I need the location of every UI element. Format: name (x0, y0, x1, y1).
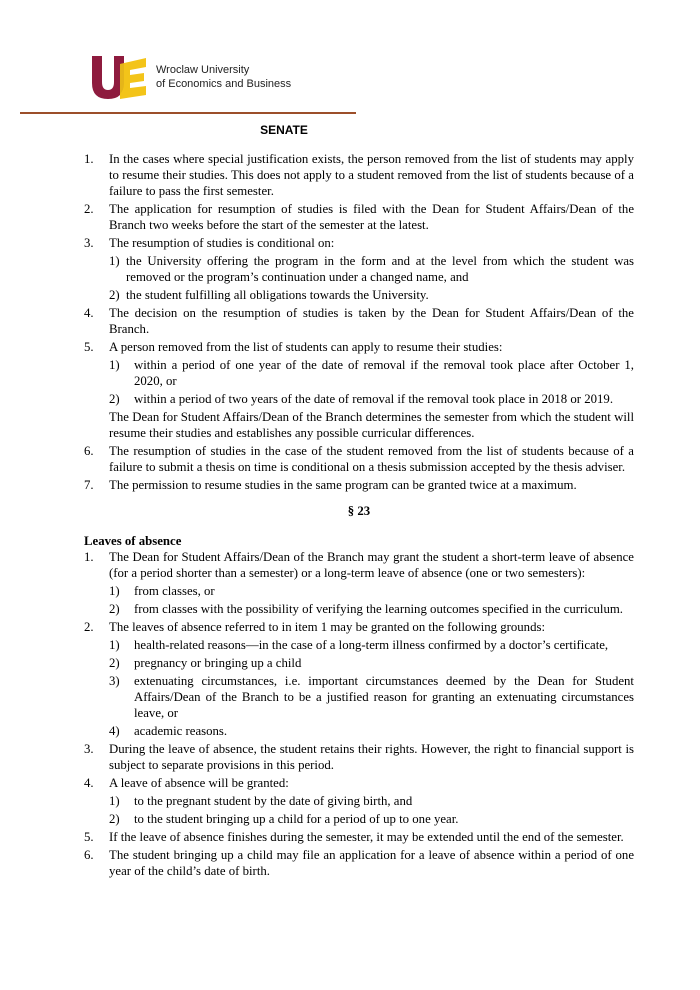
item-number: 3. (84, 742, 94, 756)
sub-item-text: to the pregnant student by the date of giving birth, and (134, 794, 413, 808)
sub-item (109, 811, 634, 827)
list-item (84, 235, 634, 303)
sub-item-text: health-related reasons—in the case of a long-term illness confirmed by a doctor’s certificate, (134, 638, 609, 652)
item-number: 6. (84, 848, 94, 862)
sub-item-text: from classes with the possibility of verifying the learning outcomes specified in the curriculum. (134, 602, 624, 616)
item-text: A person removed from the list of students can apply to resume their studies: (109, 340, 503, 354)
leaves-list (84, 549, 634, 879)
list-item (84, 775, 634, 827)
item-text: A leave of absence will be granted: (109, 776, 289, 790)
sub-item-number: 2) (109, 812, 120, 826)
item-number: 1. (84, 152, 94, 166)
list-item (84, 151, 634, 199)
sub-item (109, 253, 634, 285)
sub-item (109, 357, 634, 389)
item-text: During the leave of absence, the student retains their rights. However, the right to financial support is subject to separate provisions in this period. (109, 742, 634, 772)
item-text: The Dean for Student Affairs/Dean of the Branch may grant the student a short-term leave of absence (for a period shorter than a semester) or a long-term leave of absence (one or two semesters): (109, 550, 634, 580)
university-name (156, 63, 291, 91)
item-text: The application for resumption of studies is filed with the Dean for Student Affairs/Dean of the Branch two weeks before the start of the semester at the latest. (109, 202, 634, 232)
sub-item (109, 391, 634, 407)
sub-item-number: 1) (109, 254, 120, 268)
item-number: 5. (84, 830, 94, 844)
list-item (84, 477, 634, 493)
list-item (84, 443, 634, 475)
sub-item (109, 793, 634, 809)
item-text: The resumption of studies in the case of the student removed from the list of students because of a failure to submit a thesis on time is conditional on a thesis submission accepted by the thesis adviser. (109, 444, 634, 474)
item-number: 4. (84, 306, 94, 320)
section-number: § 23 (347, 504, 371, 518)
list-item (84, 829, 634, 845)
item-text: If the leave of absence finishes during the semester, it may be extended until the end of the semester. (109, 830, 624, 844)
item-number: 7. (84, 478, 94, 492)
sub-list (109, 357, 634, 407)
list-item (84, 339, 634, 441)
university-logo-icon (90, 54, 148, 100)
list-item (84, 741, 634, 773)
sub-item-text: pregnancy or bringing up a child (134, 656, 302, 670)
item-text: In the cases where special justification exists, the person removed from the list of students may apply to resume their studies. This does not apply to a student removed from the list of students because of a failure to pass the first semester. (109, 152, 634, 198)
sub-item-number: 2) (109, 602, 120, 616)
university-name-line1: Wroclaw University (156, 64, 250, 76)
item-text: The resumption of studies is conditional on: (109, 236, 335, 250)
sub-item (109, 673, 634, 721)
sub-list (109, 583, 634, 617)
sub-item-text: to the student bringing up a child for a period of up to one year. (134, 812, 459, 826)
sub-item (109, 287, 634, 303)
list-item (84, 847, 634, 879)
item-number: 2. (84, 202, 94, 216)
sub-item-number: 1) (109, 638, 120, 652)
sub-item-text: within a period of two years of the date of removal if the removal took place in 2018 or 2019. (134, 392, 614, 406)
sub-item-number: 2) (109, 656, 120, 670)
header-divider (20, 112, 356, 114)
sub-list (109, 793, 634, 827)
sub-item (109, 583, 634, 599)
document-body (84, 151, 634, 881)
item-text: The decision on the resumption of studies is taken by the Dean for Student Affairs/Dean of the Branch. (109, 306, 634, 336)
sub-item-number: 1) (109, 794, 120, 808)
item-text: The leaves of absence referred to in item 1 may be granted on the following grounds: (109, 620, 546, 634)
sub-item (109, 637, 634, 653)
sub-item-number: 1) (109, 358, 120, 372)
list-item (84, 619, 634, 739)
list-item (84, 305, 634, 337)
item-number: 3. (84, 236, 94, 250)
item-number: 4. (84, 776, 94, 790)
sub-item-text: the student fulfilling all obligations towards the University. (126, 288, 429, 302)
sub-item-text: academic reasons. (134, 724, 228, 738)
sub-item-text: the University offering the program in the form and at the level from which the student was removed or the program’s continuation under a changed name, and (126, 254, 634, 284)
sub-list (109, 637, 634, 739)
item-number: 1. (84, 550, 94, 564)
sub-list (109, 253, 634, 303)
list-item (84, 549, 634, 617)
university-name-line2: of Economics and Business (156, 78, 292, 90)
sub-item-text: from classes, or (134, 584, 215, 598)
resumption-list (84, 151, 634, 493)
item-number: 5. (84, 340, 94, 354)
item-note: The Dean for Student Affairs/Dean of the Branch determines the semester from which the student will resume their studies and establishes any possible curricular differences. (109, 410, 634, 440)
sub-item-text: within a period of one year of the date of removal if the removal took place after October 1, 2020, or (134, 358, 634, 388)
section-heading: Leaves of absence (84, 534, 182, 548)
senate-title: SENATE (260, 123, 308, 137)
sub-item-number: 3) (109, 674, 120, 688)
sub-item-number: 2) (109, 288, 120, 302)
item-number: 2. (84, 620, 94, 634)
sub-item-number: 1) (109, 584, 120, 598)
sub-item-number: 2) (109, 392, 120, 406)
item-text: The student bringing up a child may file an application for a leave of absence within a period of one year of the child’s date of birth. (109, 848, 634, 878)
sub-item-number: 4) (109, 724, 120, 738)
sub-item (109, 723, 634, 739)
sub-item-text: extenuating circumstances, i.e. important circumstances deemed by the Dean for Student Affairs/Dean of the Branch to be a justified reason for granting an extenuating circumstances leave, or (134, 674, 634, 720)
item-text: The permission to resume studies in the same program can be granted twice at a maximum. (109, 478, 577, 492)
list-item (84, 201, 634, 233)
item-number: 6. (84, 444, 94, 458)
sub-item (109, 601, 634, 617)
sub-item (109, 655, 634, 671)
